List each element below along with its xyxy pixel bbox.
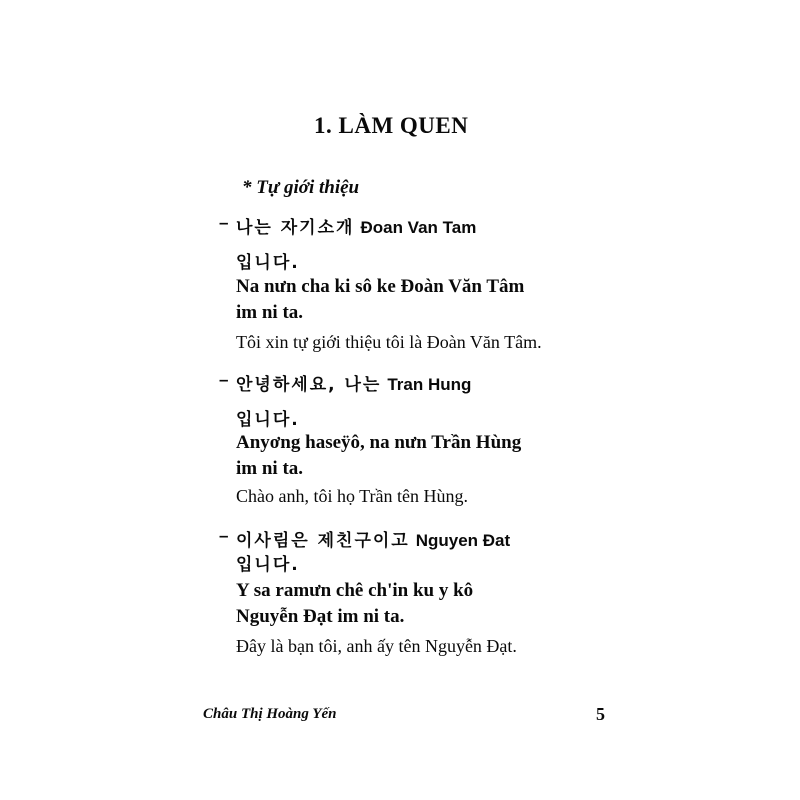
entry-2-korean-line2: 입니다. [236, 410, 300, 430]
section-subtitle: * Tự giới thiệu [242, 177, 360, 198]
entry-3-korean-latin: Nguyen Đat [415, 531, 511, 550]
entry-3-korean-text: 이사림은 제친구이고 [236, 531, 410, 551]
page-number: 5 [596, 704, 605, 724]
entry-1-korean-line2: 입니다. [236, 253, 300, 273]
chapter-title: 1. LÀM QUEN [314, 113, 469, 138]
entry-2-roman-line1: Anyơng haseÿô, na nưn Trần Hùng [236, 432, 522, 453]
entry-1-translation: Tôi xin tự giới thiệu tôi là Đoàn Văn Tâm. [236, 332, 542, 352]
footer-author: Châu Thị Hoàng Yến [203, 706, 337, 722]
entry-3-korean-line1 [219, 526, 511, 551]
entry-3-roman-line2: Nguyễn Đạt im ni ta. [236, 606, 405, 627]
entry-2-translation: Chào anh, tôi họ Trần tên Hùng. [236, 486, 468, 506]
entry-2-korean-text: 안녕하세요, 나는 [236, 375, 382, 395]
entry-1-roman-line2: im ni ta. [236, 302, 304, 323]
entry-2-korean-latin: Tran Hung [387, 375, 472, 394]
entry-2-dash: – [219, 370, 231, 389]
entry-3-dash: – [219, 526, 231, 545]
entry-1-korean-latin: Đoan Van Tam [360, 218, 477, 237]
entry-2-korean-line1 [219, 370, 472, 395]
entry-2-roman-line2: im ni ta. [236, 458, 304, 479]
entry-1-roman-line1: Na nưn cha ki sô ke Đoàn Văn Tâm [236, 276, 525, 297]
entry-1-dash: – [219, 213, 231, 232]
entry-1-korean-line1 [219, 213, 477, 238]
entry-3-translation: Đây là bạn tôi, anh ấy tên Nguyễn Đạt. [236, 636, 517, 656]
entry-3-korean-line2: 입니다. [236, 555, 300, 575]
entry-3-roman-line1: Y sa ramưn chê ch'in ku y kô [236, 580, 474, 601]
entry-1-korean-text: 나는 자기소개 [236, 218, 355, 238]
